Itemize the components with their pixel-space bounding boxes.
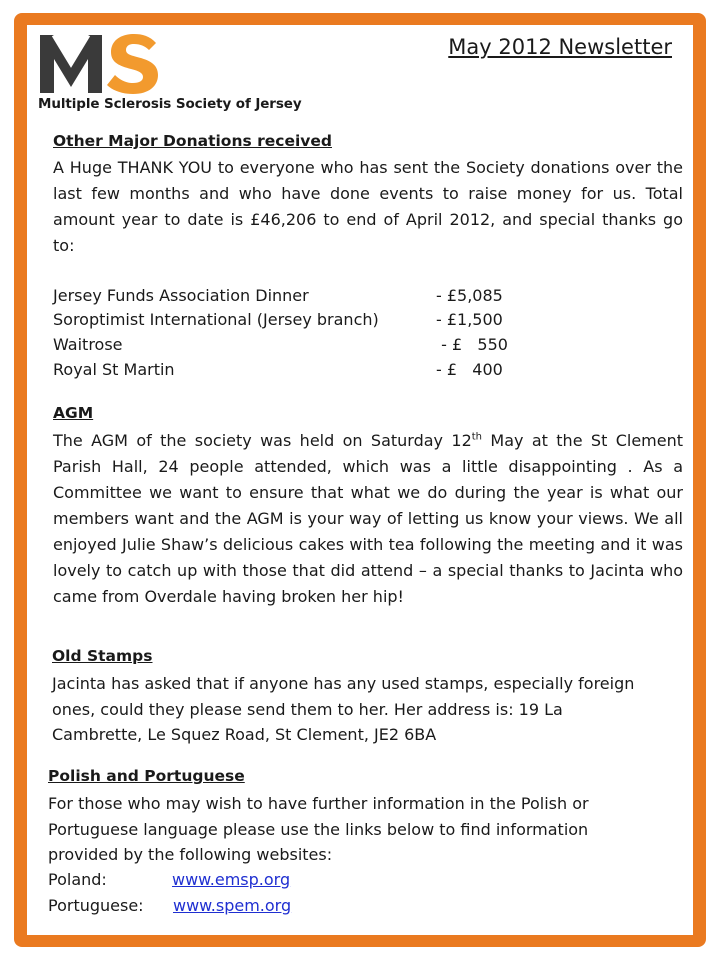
languages-paragraph <box>48 791 678 868</box>
donation-row <box>53 360 523 384</box>
donation-row <box>53 310 523 334</box>
donation-amount: - £ 550 <box>436 335 508 354</box>
page-title: May 2012 Newsletter <box>448 35 672 59</box>
languages-line: Portuguese language please use the links below to find information <box>48 819 589 839</box>
agm-date-superscript: th <box>471 431 483 443</box>
portugal-link-row <box>48 896 291 915</box>
donations-heading: Other Major Donations received <box>53 132 332 150</box>
poland-website-link[interactable]: www.emsp.org <box>172 870 291 889</box>
ms-logo <box>38 33 160 95</box>
donation-amount: - £ 400 <box>436 360 503 379</box>
agm-text-start: The AGM of the society was held on Saturday 12 <box>53 431 472 450</box>
languages-line: provided by the following websites: <box>48 845 333 864</box>
agm-text-rest: May at the St Clement Parish Hall, 24 people attended, which was a little disappointing . As a Committee we want to ensure that what we do during the year is what our members want and the AGM is your way of letting us know your views. We all enjoyed Julie Shaw’s delicious cakes with tea following the meeting and it was lovely to catch up with those that did attend – a special thanks to Jacinta who came from Overdale having broken her hip! <box>53 431 684 606</box>
donor-name: Waitrose <box>53 335 123 354</box>
donations-intro: A Huge THANK YOU to everyone who has sent the Society donations over the last few months and who have done events to raise money for us. Total amount year to date is £46,206 to end of April 2012, and special thanks go to: <box>53 158 683 255</box>
logo-letter-m <box>40 35 102 93</box>
newsletter-page <box>27 25 693 935</box>
agm-heading: AGM <box>53 404 94 422</box>
logo-letter-s <box>107 34 158 94</box>
stamps-paragraph <box>52 671 682 748</box>
donation-amount: - £1,500 <box>436 310 503 329</box>
stamps-line: ones, could they please send them to her. Her address is: 19 La <box>52 699 563 719</box>
donation-row <box>53 286 523 310</box>
donor-name: Soroptimist International (Jersey branch) <box>53 310 379 329</box>
society-name: Multiple Sclerosis Society of Jersey <box>38 96 302 112</box>
languages-heading: Polish and Portuguese <box>48 767 245 785</box>
languages-line: For those who may wish to have further information in the Polish or <box>48 794 589 813</box>
portugal-website-link[interactable]: www.spem.org <box>173 896 292 915</box>
stamps-line: Cambrette, Le Squez Road, St Clement, JE2 6BA <box>52 725 437 744</box>
donor-name: Jersey Funds Association Dinner <box>53 286 309 305</box>
agm-paragraph <box>53 428 683 610</box>
donation-amount: - £5,085 <box>436 286 503 305</box>
donation-row <box>53 335 523 359</box>
donor-name: Royal St Martin <box>53 360 175 379</box>
stamps-heading: Old Stamps <box>52 647 153 665</box>
poland-link-row <box>48 870 290 889</box>
stamps-line: Jacinta has asked that if anyone has any used stamps, especially foreign <box>52 674 635 693</box>
portuguese-label: Portuguese: <box>48 896 144 915</box>
poland-label: Poland: <box>48 870 107 889</box>
